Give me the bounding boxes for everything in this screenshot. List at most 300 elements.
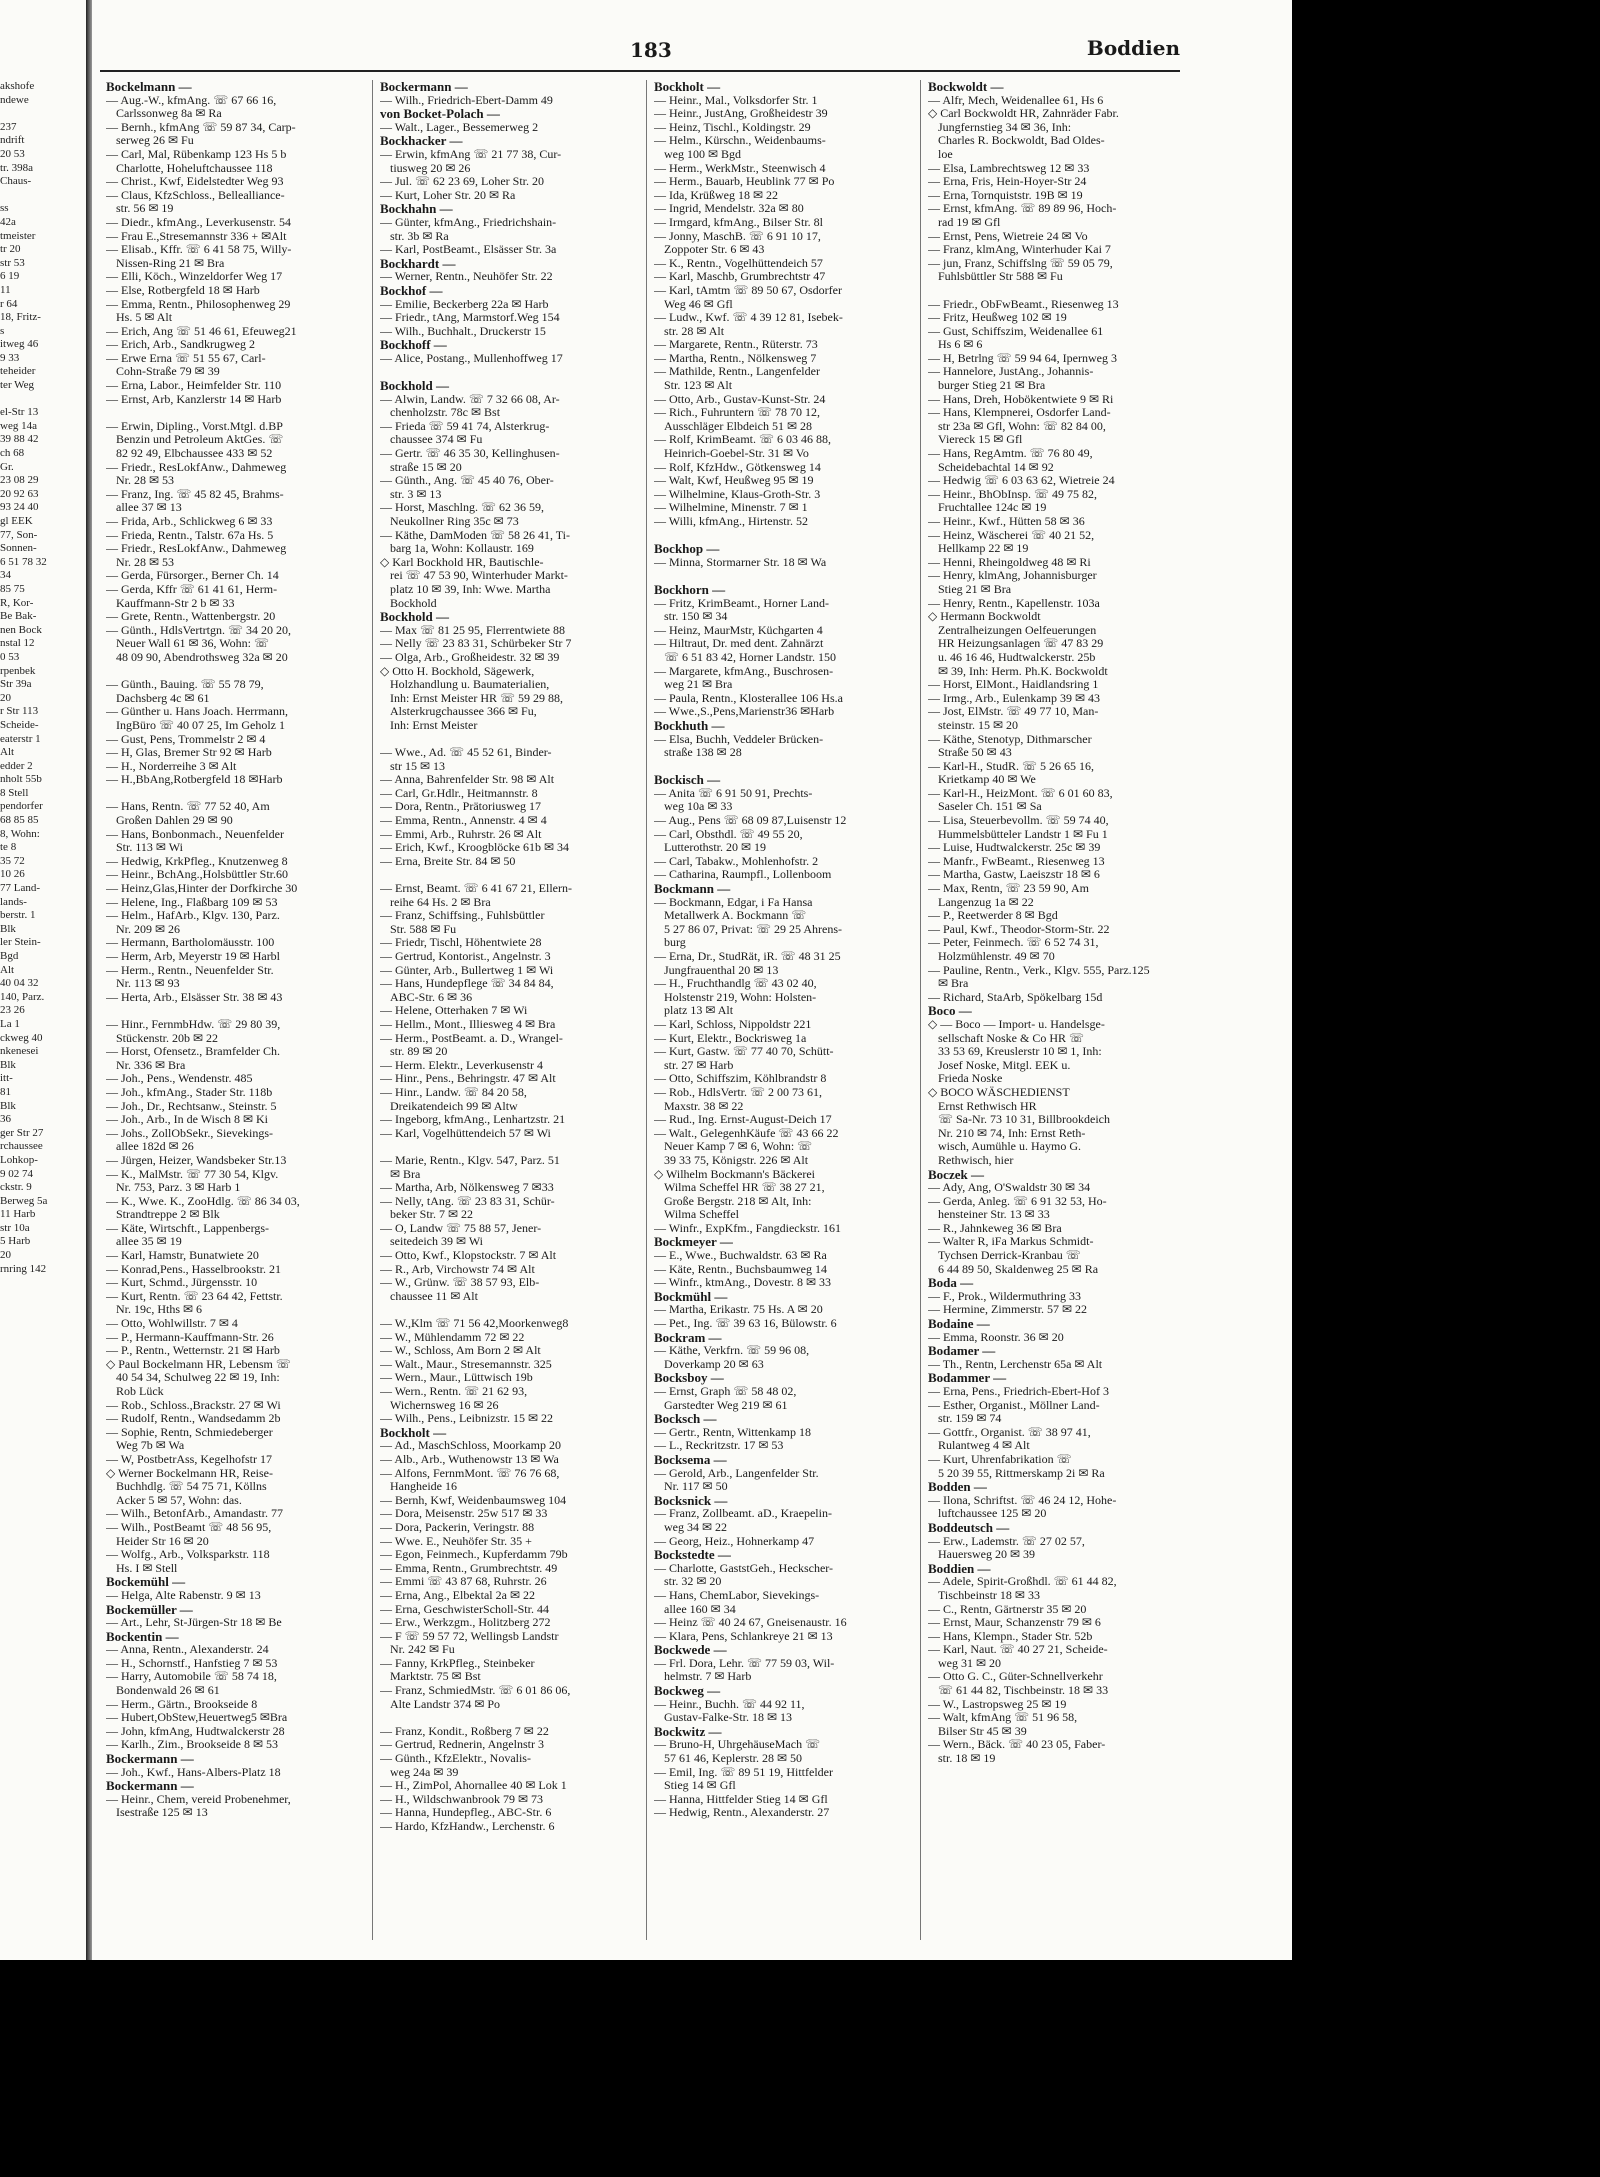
- directory-entry-line: Wichernsweg 16 ✉ 26: [390, 1398, 499, 1412]
- directory-entry-line: — Klara, Pens, Schlankreye 21 ✉ 13: [654, 1629, 833, 1643]
- directory-entry-line: steinstr. 15 ✉ 20: [938, 718, 1019, 732]
- page-gutter: [86, 0, 92, 1960]
- directory-entry-line: [106, 665, 368, 679]
- directory-entry-line: [106, 1004, 368, 1018]
- directory-entry-line: ✉ Bra: [938, 977, 969, 991]
- directory-entry-line: — Konrad,Pens., Hasselbrookstr. 21: [106, 1262, 281, 1276]
- directory-entry-line: — Rud., Ing. Ernst-August-Deich 17: [654, 1113, 832, 1127]
- directory-entry-line: — Grete, Rentn., Wattenbergstr. 20: [106, 610, 276, 624]
- directory-entry-line: — Fritz, Heußweg 102 ✉ 19: [928, 311, 1067, 325]
- directory-entry-line: — Dora, Rentn., Prätoriusweg 17: [380, 800, 541, 814]
- directory-entry-line: — Heinz, Tischl., Koldingstr. 29: [654, 120, 811, 134]
- directory-entry-line: — Walt., Maur., Stresemannstr. 325: [380, 1357, 552, 1371]
- directory-entry-line: — W., Lastropsweg 25 ✉ 19: [928, 1697, 1067, 1711]
- directory-entry-line: str 15 ✉ 13: [390, 759, 446, 773]
- directory-entry-line: — Rolf, KfzHdw., Götkensweg 14: [654, 460, 821, 474]
- directory-entry-line: — Wern., Bäck. ☏ 40 23 05, Faber-: [928, 1738, 1106, 1752]
- directory-entry-line: — Herm., PostBeamt. a. D., Wrangel-: [380, 1031, 563, 1045]
- directory-entry-line: — Esther, Organist., Möllner Land-: [928, 1398, 1100, 1412]
- sliver-text-line: 20 53: [0, 147, 25, 160]
- directory-entry-line: helmstr. 7 ✉ Harb: [664, 1670, 752, 1684]
- directory-entry-line: — Heinz, Wäscherei ☏ 40 21 52,: [928, 528, 1095, 542]
- directory-entry-line: ◇ — Boco — Import- u. Handelsge-: [928, 1017, 1105, 1031]
- sliver-text-line: Lohkop-: [0, 1153, 38, 1166]
- sliver-text-line: el-Str 13: [0, 406, 39, 419]
- directory-entry-line: Straße 50 ✉ 43: [938, 746, 1012, 760]
- directory-entry-line: Nr. 28 ✉ 53: [116, 474, 175, 488]
- directory-entry-line: Isestraße 125 ✉ 13: [116, 1806, 208, 1820]
- directory-entry-line: — Wilh., BetonfArb., Amandastr. 77: [106, 1507, 283, 1521]
- directory-entry-line: ✉ 39, Inh: Herm. Ph.K. Bockwoldt: [938, 664, 1108, 678]
- directory-entry-line: — Mathilde, Rentn., Langenfelder: [654, 365, 820, 379]
- directory-entry-line: — Carl, Mal, Rübenkamp 123 Hs 5 b: [106, 147, 287, 161]
- directory-entry-line: — Diedr., kfmAng., Leverkusenstr. 54: [106, 215, 291, 229]
- directory-entry-line: — Nelly ☏ 23 83 31, Schürbeker Str 7: [380, 637, 572, 651]
- directory-entry-line: Bockhuth —: [654, 718, 725, 733]
- directory-entry-line: Bockermann —: [380, 80, 468, 94]
- directory-entry-line: Nr. 28 ✉ 53: [116, 555, 175, 569]
- directory-entry-line: — Horst, ElMont., Haidlandsring 1: [928, 678, 1099, 692]
- directory-entry-line: — Erna, GeschwisterScholl-Str. 44: [380, 1602, 549, 1616]
- directory-entry-line: — Erw., Lademstr. ☏ 27 02 57,: [928, 1534, 1085, 1548]
- directory-entry-line: — Joh., Dr., Rechtsanw., Steinstr. 5: [106, 1099, 277, 1113]
- directory-entry-line: — Hinr., Landw. ☏ 84 20 58,: [380, 1085, 527, 1099]
- directory-entry-line: Bockhoff —: [380, 338, 447, 352]
- directory-entry-line: Ausschläger Elbdeich 51 ✉ 28: [664, 419, 813, 433]
- directory-entry-line: beker Str. 7 ✉ 22: [390, 1208, 474, 1222]
- directory-entry-line: — Martha, Arb, Nölkensweg 7 ✉33: [380, 1181, 554, 1195]
- directory-entry-line: Inh: Ernst Meister: [390, 718, 478, 732]
- directory-entry-line: — Wern., Rentn. ☏ 21 62 93,: [380, 1385, 528, 1398]
- directory-entry-line: — Emilie, Beckerberg 22a ✉ Harb: [380, 297, 549, 311]
- directory-entry-line: chaussee 11 ✉ Alt: [390, 1289, 478, 1303]
- directory-entry-line: — Herm., Bauarb, Heublink 77 ✉ Po: [654, 175, 835, 189]
- directory-entry-line: Weg 46 ✉ Gfl: [664, 297, 733, 311]
- directory-entry-line: chenholzstr. 78c ✉ Bst: [390, 406, 501, 420]
- sliver-text-line: 5 Harb: [0, 1235, 31, 1248]
- directory-entry-line: platz 13 ✉ Alt: [664, 1004, 734, 1018]
- directory-entry-line: — Walter R, iFa Markus Schmidt-: [928, 1235, 1094, 1249]
- directory-entry-line: — Heinz ☏ 40 24 67, Gneisenaustr. 16: [654, 1616, 847, 1630]
- sliver-text-line: 140, Parz.: [0, 990, 45, 1003]
- directory-entry-line: — W, PostbetrAss, Kegelhofstr 17: [106, 1452, 272, 1466]
- directory-entry-line: — Ida, Krüßweg 18 ✉ 22: [654, 188, 779, 202]
- directory-entry-line: Bockermann —: [106, 1779, 194, 1793]
- directory-entry-line: — Herm., WerkMstr., Steenwisch 4: [654, 161, 826, 175]
- directory-entry-line: 5 27 86 07, Privat: ☏ 29 25 Ahrens-: [664, 922, 842, 936]
- directory-entry-line: — Ernst, Beamt. ☏ 6 41 67 21, Ellern-: [380, 882, 572, 896]
- directory-entry-line: — Anna, Bahrenfelder Str. 98 ✉ Alt: [380, 773, 555, 787]
- directory-entry-line: — Helm., Kürschn., Weidenbaums-: [654, 134, 826, 148]
- directory-entry-line: — Herm. Elektr., Leverkusenstr 4: [380, 1058, 543, 1072]
- directory-entry-line: — Frl. Dora, Lehr. ☏ 77 59 03, Wil-: [654, 1656, 835, 1670]
- directory-entry-line: — Ernst, Graph ☏ 58 48 02,: [654, 1385, 797, 1398]
- sliver-text-line: Alt: [0, 963, 15, 976]
- sliver-text-line: 42a: [0, 215, 16, 228]
- directory-entry-line: — H.,BbAng,Rotbergfeld 18 ✉Harb: [106, 773, 283, 787]
- directory-entry-line: str. 159 ✉ 74: [938, 1412, 1002, 1426]
- sliver-text-line: 20: [0, 691, 11, 704]
- directory-entry-line: — Erwin, Dipling., Vorst.Mtgl. d.BP: [106, 419, 283, 433]
- sliver-text-line: weg 14a: [0, 419, 37, 432]
- sliver-text-line: 8, Wohn:: [0, 827, 40, 840]
- directory-entry-line: — Rob., HdlsVertr. ☏ 2 00 73 61,: [654, 1085, 823, 1099]
- directory-entry-line: Neuer Wall 61 ✉ 36, Wohn: ☏: [116, 637, 269, 651]
- directory-entry-line: Tischbeinstr 18 ✉ 33: [938, 1588, 1040, 1602]
- sliver-text-line: 237: [0, 120, 17, 133]
- directory-entry-line: — Erich, Arb., Sandkrugweg 2: [106, 338, 255, 352]
- directory-entry-line: 6 44 89 50, Skaldenweg 25 ✉ Ra: [938, 1262, 1099, 1276]
- sliver-text-line: 35 72: [0, 854, 25, 867]
- directory-entry-line: Neukollner Ring 35c ✉ 73: [390, 515, 519, 528]
- directory-entry-line: — Erwe Erna ☏ 51 55 67, Carl-: [106, 351, 266, 365]
- directory-entry-line: — Walt., GelegenhKäufe ☏ 43 66 22: [654, 1126, 839, 1140]
- directory-entry-line: — K., Rentn., Vogelhüttendeich 57: [654, 256, 823, 270]
- directory-entry-line: — Catharina, Raumpfl., Lollenboom: [654, 868, 832, 882]
- directory-entry-line: Bockstedte —: [654, 1548, 731, 1562]
- directory-entry-line: Dreikatendeich 99 ✉ Altw: [390, 1099, 518, 1113]
- sliver-text-line: Chaus-: [0, 175, 32, 188]
- sliver-text-line: [0, 393, 84, 407]
- sliver-text-line: 81: [0, 1085, 11, 1098]
- directory-entry-line: — Friedr, Tischl, Höhentwiete 28: [380, 936, 542, 950]
- directory-entry-line: — Karl, Naut. ☏ 40 27 21, Scheide-: [928, 1643, 1108, 1657]
- directory-entry-line: Nr. 113 ✉ 93: [116, 977, 180, 991]
- sliver-text-line: Alt: [0, 746, 15, 759]
- sliver-text-line: ch 68: [0, 447, 25, 460]
- directory-entry-line: — Hans, Rentn. ☏ 77 52 40, Am: [106, 800, 270, 814]
- sliver-text-line: 20: [0, 1249, 11, 1262]
- directory-entry-line: — Otto, Wohlwillstr. 7 ✉ 4: [106, 1317, 238, 1331]
- sliver-text-line: Blk: [0, 922, 16, 935]
- directory-entry-line: — Hanna, Hundepfleg., ABC-Str. 6: [380, 1806, 552, 1820]
- directory-entry-line: — Emma, Rentn., Annenstr. 4 ✉ 4: [380, 814, 547, 828]
- directory-entry-line: — Dora, Meisenstr. 25w 517 ✉ 33: [380, 1507, 548, 1521]
- directory-entry-line: str. 56 ✉ 19: [116, 202, 174, 216]
- directory-entry-line: Bockholt —: [380, 1425, 447, 1440]
- directory-entry-line: — Rob., Schloss.,Brackstr. 27 ✉ Wi: [106, 1398, 281, 1412]
- directory-entry-line: weg 10a ✉ 33: [664, 800, 733, 814]
- sliver-text-line: nstal 12: [0, 637, 35, 650]
- sliver-text-line: itweg 46: [0, 338, 39, 351]
- directory-entry-line: Bockweg —: [654, 1684, 721, 1698]
- directory-entry-line: — Emil, Ing. ☏ 89 51 19, Hittfelder: [654, 1765, 833, 1779]
- directory-entry-line: — Erw., Werkzgm., Holitzberg 272: [380, 1616, 551, 1630]
- column-divider: [646, 80, 647, 1940]
- directory-entry-line: — Heinr., JustAng, Großheidestr 39: [654, 107, 828, 121]
- directory-entry-line: — Carl, Gr.Hdlr., Heitmannstr. 8: [380, 786, 538, 800]
- directory-entry-line: [106, 787, 368, 801]
- directory-entry-line: Boddeutsch —: [928, 1520, 1010, 1535]
- directory-entry-line: — jun, Franz, Schiffslng ☏ 59 05 79,: [928, 256, 1113, 270]
- directory-entry-line: — Karl-H., StudR. ☏ 5 26 65 16,: [928, 759, 1095, 773]
- directory-entry-line: — Käthe, DamModen ☏ 58 26 41, Ti-: [380, 528, 571, 542]
- directory-entry-line: — Horst, Maschlng. ☏ 62 36 59,: [380, 501, 544, 515]
- directory-entry-line: — Olga, Arb., Großheidestr. 32 ✉ 39: [380, 650, 560, 664]
- directory-entry-line: Bockram —: [654, 1330, 722, 1345]
- directory-entry-line: ◇ Wilhelm Bockmann's Bäckerei: [654, 1167, 815, 1181]
- directory-entry-line: — Ady, Ang, O'Swaldstr 30 ✉ 34: [928, 1181, 1091, 1195]
- sliver-text-line: s: [0, 324, 5, 337]
- sliver-text-line: nkenesei: [0, 1045, 39, 1058]
- directory-entry-line: — Bockmann, Edgar, i Fa Hansa: [654, 895, 813, 909]
- directory-entry-line: Bockwitz —: [654, 1724, 722, 1739]
- directory-entry-line: str. 150 ✉ 34: [664, 610, 728, 624]
- sliver-text-line: gl EEK: [0, 515, 33, 527]
- directory-entry-line: Bockisch —: [654, 773, 721, 787]
- directory-entry-line: [928, 284, 1190, 298]
- directory-entry-line: — Walt, kfmAng ☏ 51 96 58,: [928, 1711, 1078, 1725]
- directory-entry-line: — Otto, Schiffszim, Köhlbrandstr 8: [654, 1072, 827, 1086]
- directory-entry-line: — Horst, Ofensetz., Bramfelder Ch.: [106, 1045, 280, 1059]
- sliver-text-line: 20 92 63: [0, 487, 39, 500]
- directory-entry-line: burg: [664, 936, 686, 950]
- directory-entry-line: — Käthe, Verkfrn. ☏ 59 96 08,: [654, 1344, 810, 1358]
- directory-entry-line: — Franz, Ing. ☏ 45 82 45, Brahms-: [106, 487, 284, 501]
- directory-entry-line: Ernst Rethwisch HR: [938, 1099, 1037, 1113]
- directory-entry-line: 33 53 69, Kreuslerstr 10 ✉ 1, Inh:: [938, 1045, 1102, 1059]
- directory-entry-line: — Peter, Feinmech. ☏ 6 52 74 31,: [928, 936, 1099, 950]
- directory-entry-line: — Heinr., Chem, vereid Probenehmer,: [106, 1792, 291, 1806]
- directory-entry-line: Alte Landstr 374 ✉ Po: [390, 1697, 501, 1711]
- directory-entry-line: Maxstr. 38 ✉ 22: [664, 1099, 744, 1113]
- directory-entry-line: Gustav-Falke-Str. 18 ✉ 13: [664, 1711, 793, 1725]
- directory-entry-line: — Dora, Packerin, Veringstr. 88: [380, 1520, 535, 1534]
- directory-entry-line: Holzhandlung u. Baumaterialien,: [390, 678, 550, 692]
- directory-entry-line: Nr. 242 ✉ Fu: [390, 1643, 455, 1657]
- directory-entry-line: — Bruno-H, UhrgehäuseMach ☏: [654, 1738, 821, 1752]
- directory-entry-line: Hellkamp 22 ✉ 19: [938, 542, 1029, 556]
- directory-entry-line: — Irmg., Arb., Eulenkamp 39 ✉ 43: [928, 691, 1101, 705]
- directory-entry-line: — Elsa, Buchh, Veddeler Brücken-: [654, 732, 824, 746]
- directory-entry-line: — Irmgard, kfmAng., Bilser Str. 8l: [654, 215, 823, 229]
- directory-entry-line: — Joh., kfmAng., Stader Str. 118b: [106, 1085, 273, 1099]
- directory-entry-line: — Heinr., Mal., Volksdorfer Str. 1: [654, 93, 818, 107]
- directory-entry-line: von Bocket-Polach —: [380, 107, 500, 121]
- directory-entry-line: Bockwoldt —: [928, 80, 1004, 94]
- directory-entry-line: — Herm., Rentn., Neuenfelder Str.: [106, 963, 274, 977]
- directory-entry-line: [380, 733, 642, 747]
- directory-entry-line: — Otto, Kwf., Klopstockstr. 7 ✉ Alt: [380, 1249, 557, 1263]
- directory-entry-line: Wilma Scheffel: [664, 1208, 739, 1222]
- directory-entry-line: Bockemühl —: [106, 1575, 186, 1589]
- directory-entry-line: 5 20 39 55, Rittmerskamp 2i ✉ Ra: [938, 1466, 1105, 1480]
- directory-entry-line: — Friedr., tAng, Marmstorf.Weg 154: [380, 311, 560, 325]
- page-header: [100, 34, 1180, 70]
- directory-entry-line: Bodden —: [928, 1480, 987, 1494]
- directory-entry-line: loe: [938, 147, 953, 161]
- sliver-text-line: 6 19: [0, 270, 20, 283]
- directory-entry-line: Strandtreppe 2 ✉ Blk: [116, 1208, 220, 1222]
- directory-entry-line: Nissen-Ring 21 ✉ Bra: [116, 256, 225, 270]
- directory-entry-line: — Paul, Kwf., Theodor-Storm-Str. 22: [928, 922, 1110, 936]
- directory-entry-line: — Pet., Ing. ☏ 39 63 16, Bülowstr. 6: [654, 1317, 837, 1331]
- directory-entry-line: — Hinr., Pens., Behringstr. 47 ✉ Alt: [380, 1072, 556, 1086]
- directory-entry-line: Inh: Ernst Meister HR ☏ 59 29 88,: [390, 691, 563, 705]
- directory-entry-line: — Hubert,ObStew,Heuertweg5 ✉Bra: [106, 1711, 288, 1725]
- directory-entry-line: ABC-Str. 6 ✉ 36: [390, 990, 473, 1004]
- sliver-text-line: 23 08 29: [0, 474, 39, 487]
- directory-entry-line: — Erna, Pens., Friedrich-Ebert-Hof 3: [928, 1385, 1109, 1398]
- directory-entry-line: — Hinr., FernmbHdw. ☏ 29 80 39,: [106, 1017, 281, 1031]
- directory-entry-line: — Erna, Dr., StudRät, iR. ☏ 48 31 25: [654, 950, 841, 963]
- directory-entry-line: — O, Landw ☏ 75 88 57, Jener-: [380, 1221, 542, 1235]
- directory-entry-line: Langenzug 1a ✉ 22: [938, 895, 1034, 909]
- directory-entry-line: sellschaft Noske & Co HR ☏: [938, 1031, 1084, 1045]
- directory-entry-line: — W., Grünw. ☏ 38 57 93, Elb-: [380, 1276, 540, 1290]
- directory-entry-line: — Max ☏ 81 25 95, Flerrentwiete 88: [380, 623, 565, 637]
- sliver-text-line: tmeister: [0, 229, 36, 242]
- directory-entry-line: — Martha, Rentn., Nölkensweg 7: [654, 351, 817, 365]
- directory-entry-line: — Käthe, Stenotyp, Dithmarscher: [928, 732, 1092, 746]
- directory-entry-line: — Ilona, Schriftst. ☏ 46 24 12, Hohe-: [928, 1493, 1117, 1507]
- sliver-text-line: te 8: [0, 841, 17, 854]
- directory-entry-line: serweg 26 ✉ Fu: [116, 134, 194, 148]
- sliver-text-line: Bgd: [0, 950, 19, 962]
- directory-entry-line: — Karl, Vogelhüttendeich 57 ✉ Wi: [380, 1126, 551, 1140]
- directory-entry-line: 48 09 90, Abendrothsweg 32a ✉ 20: [116, 650, 288, 664]
- directory-entry-line: Bockmann —: [654, 882, 731, 896]
- directory-entry-line: — Willi, kfmAng., Hirtenstr. 52: [654, 515, 808, 528]
- directory-entry-line: Weg 7b ✉ Wa: [116, 1439, 185, 1453]
- directory-entry-line: — Herta, Arb., Elsässer Str. 38 ✉ 43: [106, 990, 283, 1004]
- directory-entry-line: Bockhacker —: [380, 134, 463, 148]
- directory-entry-line: — Wilh., Pens., Leibnizstr. 15 ✉ 22: [380, 1412, 554, 1426]
- column-2: [380, 80, 642, 1940]
- directory-entry-line: Frieda Noske: [938, 1072, 1003, 1086]
- directory-entry-line: — Art., Lehr, St-Jürgen-Str 18 ✉ Be: [106, 1616, 282, 1630]
- directory-entry-line: — Hermine, Zimmerstr. 57 ✉ 22: [928, 1303, 1088, 1317]
- sliver-text-line: nen Bock: [0, 623, 42, 636]
- directory-entry-line: Holzmühlenstr. 49 ✉ 70: [938, 950, 1055, 963]
- directory-entry-line: — Emmi ☏ 43 87 68, Ruhrstr. 26: [380, 1575, 547, 1589]
- directory-entry-line: — Paula, Rentn., Klosterallee 106 Hs.a: [654, 691, 843, 705]
- sliver-text-line: R, Kor-: [0, 596, 34, 609]
- directory-entry-line: Nr. 209 ✉ 26: [116, 922, 181, 936]
- directory-entry-line: Bocksema —: [654, 1452, 727, 1467]
- directory-entry-line: tiusweg 20 ✉ 26: [390, 161, 471, 175]
- sliver-text-line: Be Bak-: [0, 610, 37, 623]
- sliver-text-line: Berweg 5a: [0, 1194, 48, 1207]
- directory-entry-line: — Adele, Spirit-Großhdl. ☏ 61 44 82,: [928, 1575, 1117, 1589]
- sliver-text-line: La 1: [0, 1017, 20, 1030]
- directory-entry-line: rei ☏ 47 53 90, Winterhuder Markt-: [390, 569, 568, 583]
- directory-entry-line: — Wilh., Friedrich-Ebert-Damm 49: [380, 93, 553, 107]
- sliver-text-line: 11 Harb: [0, 1208, 36, 1221]
- directory-entry-line: — Gerda, Fürsorger., Berner Ch. 14: [106, 569, 279, 583]
- directory-entry-line: [654, 760, 916, 774]
- directory-entry-line: — Heinr., Kwf., Hütten 58 ✉ 36: [928, 515, 1085, 528]
- directory-entry-line: — Hans, Bonbonmach., Neuenfelder: [106, 827, 284, 841]
- directory-entry-line: 40 54 34, Schulweg 22 ✉ 19, Inh:: [116, 1371, 280, 1385]
- sliver-text-line: 93 24 40: [0, 501, 39, 514]
- directory-entry-line: Kauffmann-Str 2 b ✉ 33: [116, 596, 235, 610]
- directory-entry-line: Bockhahn —: [380, 202, 453, 216]
- directory-entry-line: — Winfr., ktmAng., Dovestr. 8 ✉ 33: [654, 1276, 832, 1290]
- sliver-text-line: teheider: [0, 365, 36, 378]
- directory-entry-line: Str. 588 ✉ Fu: [390, 922, 457, 936]
- directory-entry-line: — Friedr., ObFwBeamt., Riesenweg 13: [928, 297, 1119, 311]
- directory-entry-line: — Wilhelmine, Minenstr. 7 ✉ 1: [654, 501, 808, 515]
- directory-entry-line: wisch, Aumühle u. Haymo G.: [938, 1140, 1081, 1154]
- directory-entry-line: — R., Jahnkeweg 36 ✉ Bra: [928, 1221, 1062, 1235]
- directory-entry-line: — Elli, Köch., Winzeldorfer Weg 17: [106, 270, 283, 284]
- column-1: [106, 80, 368, 1940]
- directory-entry-line: — Günter, Arb., Bullertweg 1 ✉ Wi: [380, 963, 554, 977]
- directory-entry-line: — Emma, Rentn., Grumbrechtstr. 49: [380, 1561, 558, 1575]
- directory-entry-line: — Helga, Alte Rabenstr. 9 ✉ 13: [106, 1588, 261, 1602]
- directory-entry-line: — Christ., Kwf, Eidelstedter Weg 93: [106, 175, 284, 189]
- directory-entry-line: ◇ Otto H. Bockhold, Sägewerk,: [380, 664, 535, 678]
- directory-entry-line: weg 100 ✉ Bgd: [664, 147, 742, 161]
- directory-entry-line: Hs. 5 ✉ Alt: [116, 311, 173, 325]
- sliver-text-line: itt-: [0, 1072, 13, 1085]
- directory-entry-line: [380, 868, 642, 882]
- directory-entry-line: Bockhorn —: [654, 582, 726, 597]
- directory-entry-line: — Kurt, Rentn. ☏ 23 64 42, Fettstr.: [106, 1289, 283, 1303]
- sliver-text-line: 77 Land-: [0, 882, 41, 895]
- directory-entry-line: Bockhold: [390, 596, 437, 610]
- directory-entry-line: — Walt., Lager., Bessemerweg 2: [380, 120, 539, 134]
- directory-entry-line: — Wilhelmine, Klaus-Groth-Str. 3: [654, 487, 821, 501]
- directory-entry-line: IngBüro ☏ 40 07 25, Im Geholz 1: [116, 718, 285, 732]
- directory-entry-line: Jungfrauenthal 20 ✉ 13: [664, 963, 779, 977]
- directory-entry-line: Nr. 336 ✉ Bra: [116, 1058, 186, 1072]
- directory-entry-line: — Karl, Schloss, Nippoldstr 221: [654, 1017, 812, 1031]
- directory-entry-line: — Kurt, Elektr., Bockrisweg 1a: [654, 1031, 807, 1045]
- sliver-text-line: ger Str 27: [0, 1126, 44, 1139]
- directory-entry-line: — Winfr., ExpKfm., Fangdieckstr. 161: [654, 1221, 841, 1235]
- directory-entry-line: — Gottfr., Organist. ☏ 38 97 41,: [928, 1425, 1091, 1439]
- directory-entry-line: — Ernst, Pens, Wietreie 24 ✉ Vo: [928, 229, 1088, 243]
- directory-entry-line: weg 31 ✉ 20: [938, 1656, 1002, 1670]
- sliver-text-line: ndrift: [0, 134, 25, 147]
- directory-entry-line: — Fritz, KrimBeamt., Horner Land-: [654, 596, 829, 610]
- directory-entry-line: ◇ Carl Bockwoldt HR, Zahnräder Fabr.: [928, 107, 1119, 121]
- directory-entry-line: ◇ Paul Bockelmann HR, Lebensm ☏: [106, 1357, 291, 1371]
- directory-entry-line: — K., MalMstr. ☏ 77 30 54, Klgv.: [106, 1167, 279, 1181]
- directory-entry-line: Str. 123 ✉ Alt: [664, 379, 733, 393]
- directory-entry-line: Nr. 210 ✉ 74, Inh: Ernst Reth-: [938, 1126, 1086, 1140]
- directory-entry-line: — Fanny, KrkPfleg., Steinbeker: [380, 1656, 535, 1670]
- directory-entry-line: — Karl, Maschb, Grumbrechtstr 47: [654, 270, 826, 284]
- directory-entry-line: str. 32 ✉ 20: [664, 1575, 722, 1589]
- directory-entry-line: — H, Betrlng ☏ 59 94 64, Ipernweg 3: [928, 351, 1117, 365]
- directory-entry-line: — Ernst, Maur, Schanzenstr 79 ✉ 6: [928, 1616, 1101, 1630]
- directory-entry-line: Bockwede —: [654, 1643, 727, 1657]
- directory-entry-line: — Wilh., PostBeamt ☏ 48 56 95,: [106, 1520, 272, 1534]
- sliver-text-line: 85 75: [0, 582, 25, 595]
- sliver-text-line: 39 88 42: [0, 433, 39, 446]
- directory-entry-line: — Karl, tAmtm ☏ 89 50 67, Osdorfer: [654, 283, 842, 297]
- directory-entry-line: — Hans, RegAmtm. ☏ 76 80 49,: [928, 447, 1093, 461]
- directory-entry-line: Stieg 14 ✉ Gfl: [664, 1779, 736, 1793]
- directory-entry-line: — Hans, ChemLabor, Sievekings-: [654, 1588, 820, 1602]
- directory-entry-line: — P., Rentn., Wetternstr. 21 ✉ Harb: [106, 1344, 280, 1358]
- directory-entry-line: — P., Reetwerder 8 ✉ Bgd: [928, 909, 1058, 923]
- directory-entry-line: platz 10 ✉ 39, Inh: Wwe. Martha: [390, 582, 551, 596]
- directory-entry-line: Carlssonweg 8a ✉ Ra: [116, 107, 222, 121]
- directory-entry-line: Krietkamp 40 ✉ We: [938, 773, 1036, 787]
- directory-entry-line: — Käte, Rentn., Buchsbaumweg 14: [654, 1262, 827, 1276]
- directory-entry-line: — Charlotte, GaststGeh., Heckscher-: [654, 1561, 834, 1575]
- directory-entry-line: reihe 64 Hs. 2 ✉ Bra: [390, 895, 491, 909]
- sliver-text-line: 6 51 78 32: [0, 555, 47, 568]
- directory-entry-line: Viereck 15 ✉ Gfl: [938, 433, 1023, 447]
- directory-entry-line: — Kurt, Loher Str. 20 ✉ Ra: [380, 188, 516, 202]
- directory-entry-line: Heider Str 16 ✉ 20: [116, 1534, 209, 1548]
- directory-entry-line: — Wwe. E., Neuhöfer Str. 35 +: [380, 1534, 532, 1548]
